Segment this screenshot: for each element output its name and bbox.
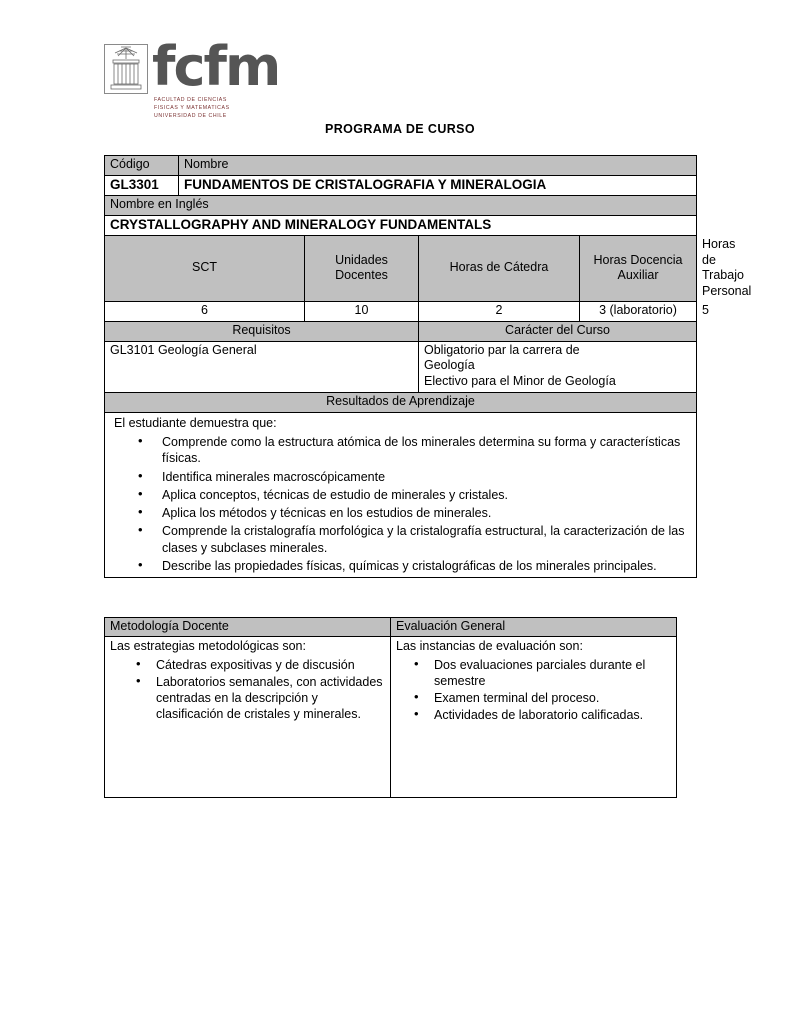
- list-item: • Dos evaluaciones parciales durante el semestre: [414, 657, 671, 690]
- metric-header-unidades-docentes: Unidades Docentes: [305, 236, 419, 302]
- table-row-metrics-values: 6 10 2 3 (laboratorio) 5: [105, 301, 697, 321]
- nombre-ingles-value: CRYSTALLOGRAPHY AND MINERALOGY FUNDAMENTALS: [105, 216, 697, 236]
- evaluacion-header: Evaluación General: [391, 618, 677, 637]
- list-item: • Identifica minerales macroscópicamente: [138, 469, 691, 485]
- table-row-metrics-header: SCT Unidades Docentes Horas de Cátedra Horas Docencia Auxiliar Horas de Trabajo Personal: [105, 236, 697, 302]
- course-info-table: [104, 155, 752, 578]
- metodologia-list: [110, 657, 385, 723]
- metric-value-sct: 6: [105, 301, 305, 321]
- page-title: PROGRAMA DE CURSO: [324, 122, 476, 136]
- metric-value-unidades-docentes: 10: [305, 301, 419, 321]
- metodologia-header: Metodología Docente: [105, 618, 391, 637]
- list-item: • Cátedras expositivas y de discusión: [136, 657, 385, 673]
- resultados-lead: El estudiante demuestra que:: [114, 415, 277, 430]
- table-row: [105, 637, 677, 798]
- resultados-content: [105, 412, 697, 578]
- list-item: • Aplica conceptos, técnicas de estudio de minerales y cristales.: [138, 487, 691, 503]
- methodology-evaluation-table: [104, 617, 677, 798]
- list-item: • Comprende como la estructura atómica de los minerales determina su forma y características físicas.: [138, 434, 691, 467]
- resultados-header: Resultados de Aprendizaje: [105, 392, 697, 412]
- logo-subtitle-line3: UNIVERSIDAD DE CHILE: [154, 112, 227, 119]
- caracter-line1: Obligatorio par la carrera de: [424, 342, 580, 357]
- list-item: • Examen terminal del proceso.: [414, 690, 671, 706]
- logo-subtitle-line2: FISICAS Y MATEMATICAS: [154, 104, 230, 111]
- codigo-header: Código: [105, 156, 179, 176]
- university-crest-icon: [104, 44, 148, 94]
- nombre-value: FUNDAMENTOS DE CRISTALOGRAFIA Y MINERALOGIA: [179, 176, 697, 196]
- codigo-value: GL3301: [105, 176, 179, 196]
- table-row: [105, 618, 677, 637]
- list-item: • Comprende la cristalografía morfológica y la cristalografía estructural, la caracterización de las clases y subclases minerales.: [138, 523, 691, 556]
- evaluacion-content: [391, 637, 677, 798]
- requisitos-value: GL3101 Geología General: [105, 341, 419, 392]
- list-item: • Aplica los métodos y técnicas en los estudios de minerales.: [138, 505, 691, 521]
- metric-header-sct: SCT: [105, 236, 305, 302]
- evaluacion-list: [396, 657, 671, 724]
- table-row: [105, 196, 697, 216]
- list-item: • Describe las propiedades físicas, químicas y cristalográficas de los minerales principales.: [138, 558, 691, 574]
- caracter-header: Carácter del Curso: [419, 321, 697, 341]
- requisitos-header: Requisitos: [105, 321, 419, 341]
- table-row: [105, 156, 697, 176]
- metric-header-horas-catedra: Horas de Cátedra: [419, 236, 580, 302]
- table-row: [105, 216, 697, 236]
- logo-subtitle-line1: FACULTAD DE CIENCIAS: [154, 97, 227, 103]
- list-item: • Actividades de laboratorio calificadas.: [414, 707, 671, 723]
- evaluacion-lead: Las instancias de evaluación son:: [396, 639, 583, 653]
- fcfm-logo: [104, 35, 334, 120]
- logo-wordmark: fcfm: [152, 35, 280, 98]
- metric-header-horas-docencia-auxiliar: Horas Docencia Auxiliar: [580, 236, 697, 302]
- table-row: [105, 176, 697, 196]
- caracter-line3: Electivo para el Minor de Geología: [424, 373, 616, 388]
- metric-value-horas-catedra: 2: [419, 301, 580, 321]
- caracter-line2: Geología: [424, 358, 475, 373]
- list-item: • Laboratorios semanales, con actividades centradas en la descripción y clasificación de cristales y minerales.: [136, 674, 385, 723]
- metodologia-content: [105, 637, 391, 798]
- metodologia-lead: Las estrategias metodológicas son:: [110, 639, 306, 653]
- resultados-list: [110, 434, 691, 574]
- metric-value-horas-docencia-auxiliar: 3 (laboratorio): [580, 301, 697, 321]
- nombre-header: Nombre: [179, 156, 697, 176]
- table-row: [105, 341, 697, 392]
- table-row: [105, 392, 697, 412]
- table-row: [105, 321, 697, 341]
- table-row: [105, 412, 697, 578]
- logo-subtitle: [154, 97, 230, 120]
- caracter-value: [419, 341, 697, 392]
- nombre-ingles-header: Nombre en Inglés: [105, 196, 697, 216]
